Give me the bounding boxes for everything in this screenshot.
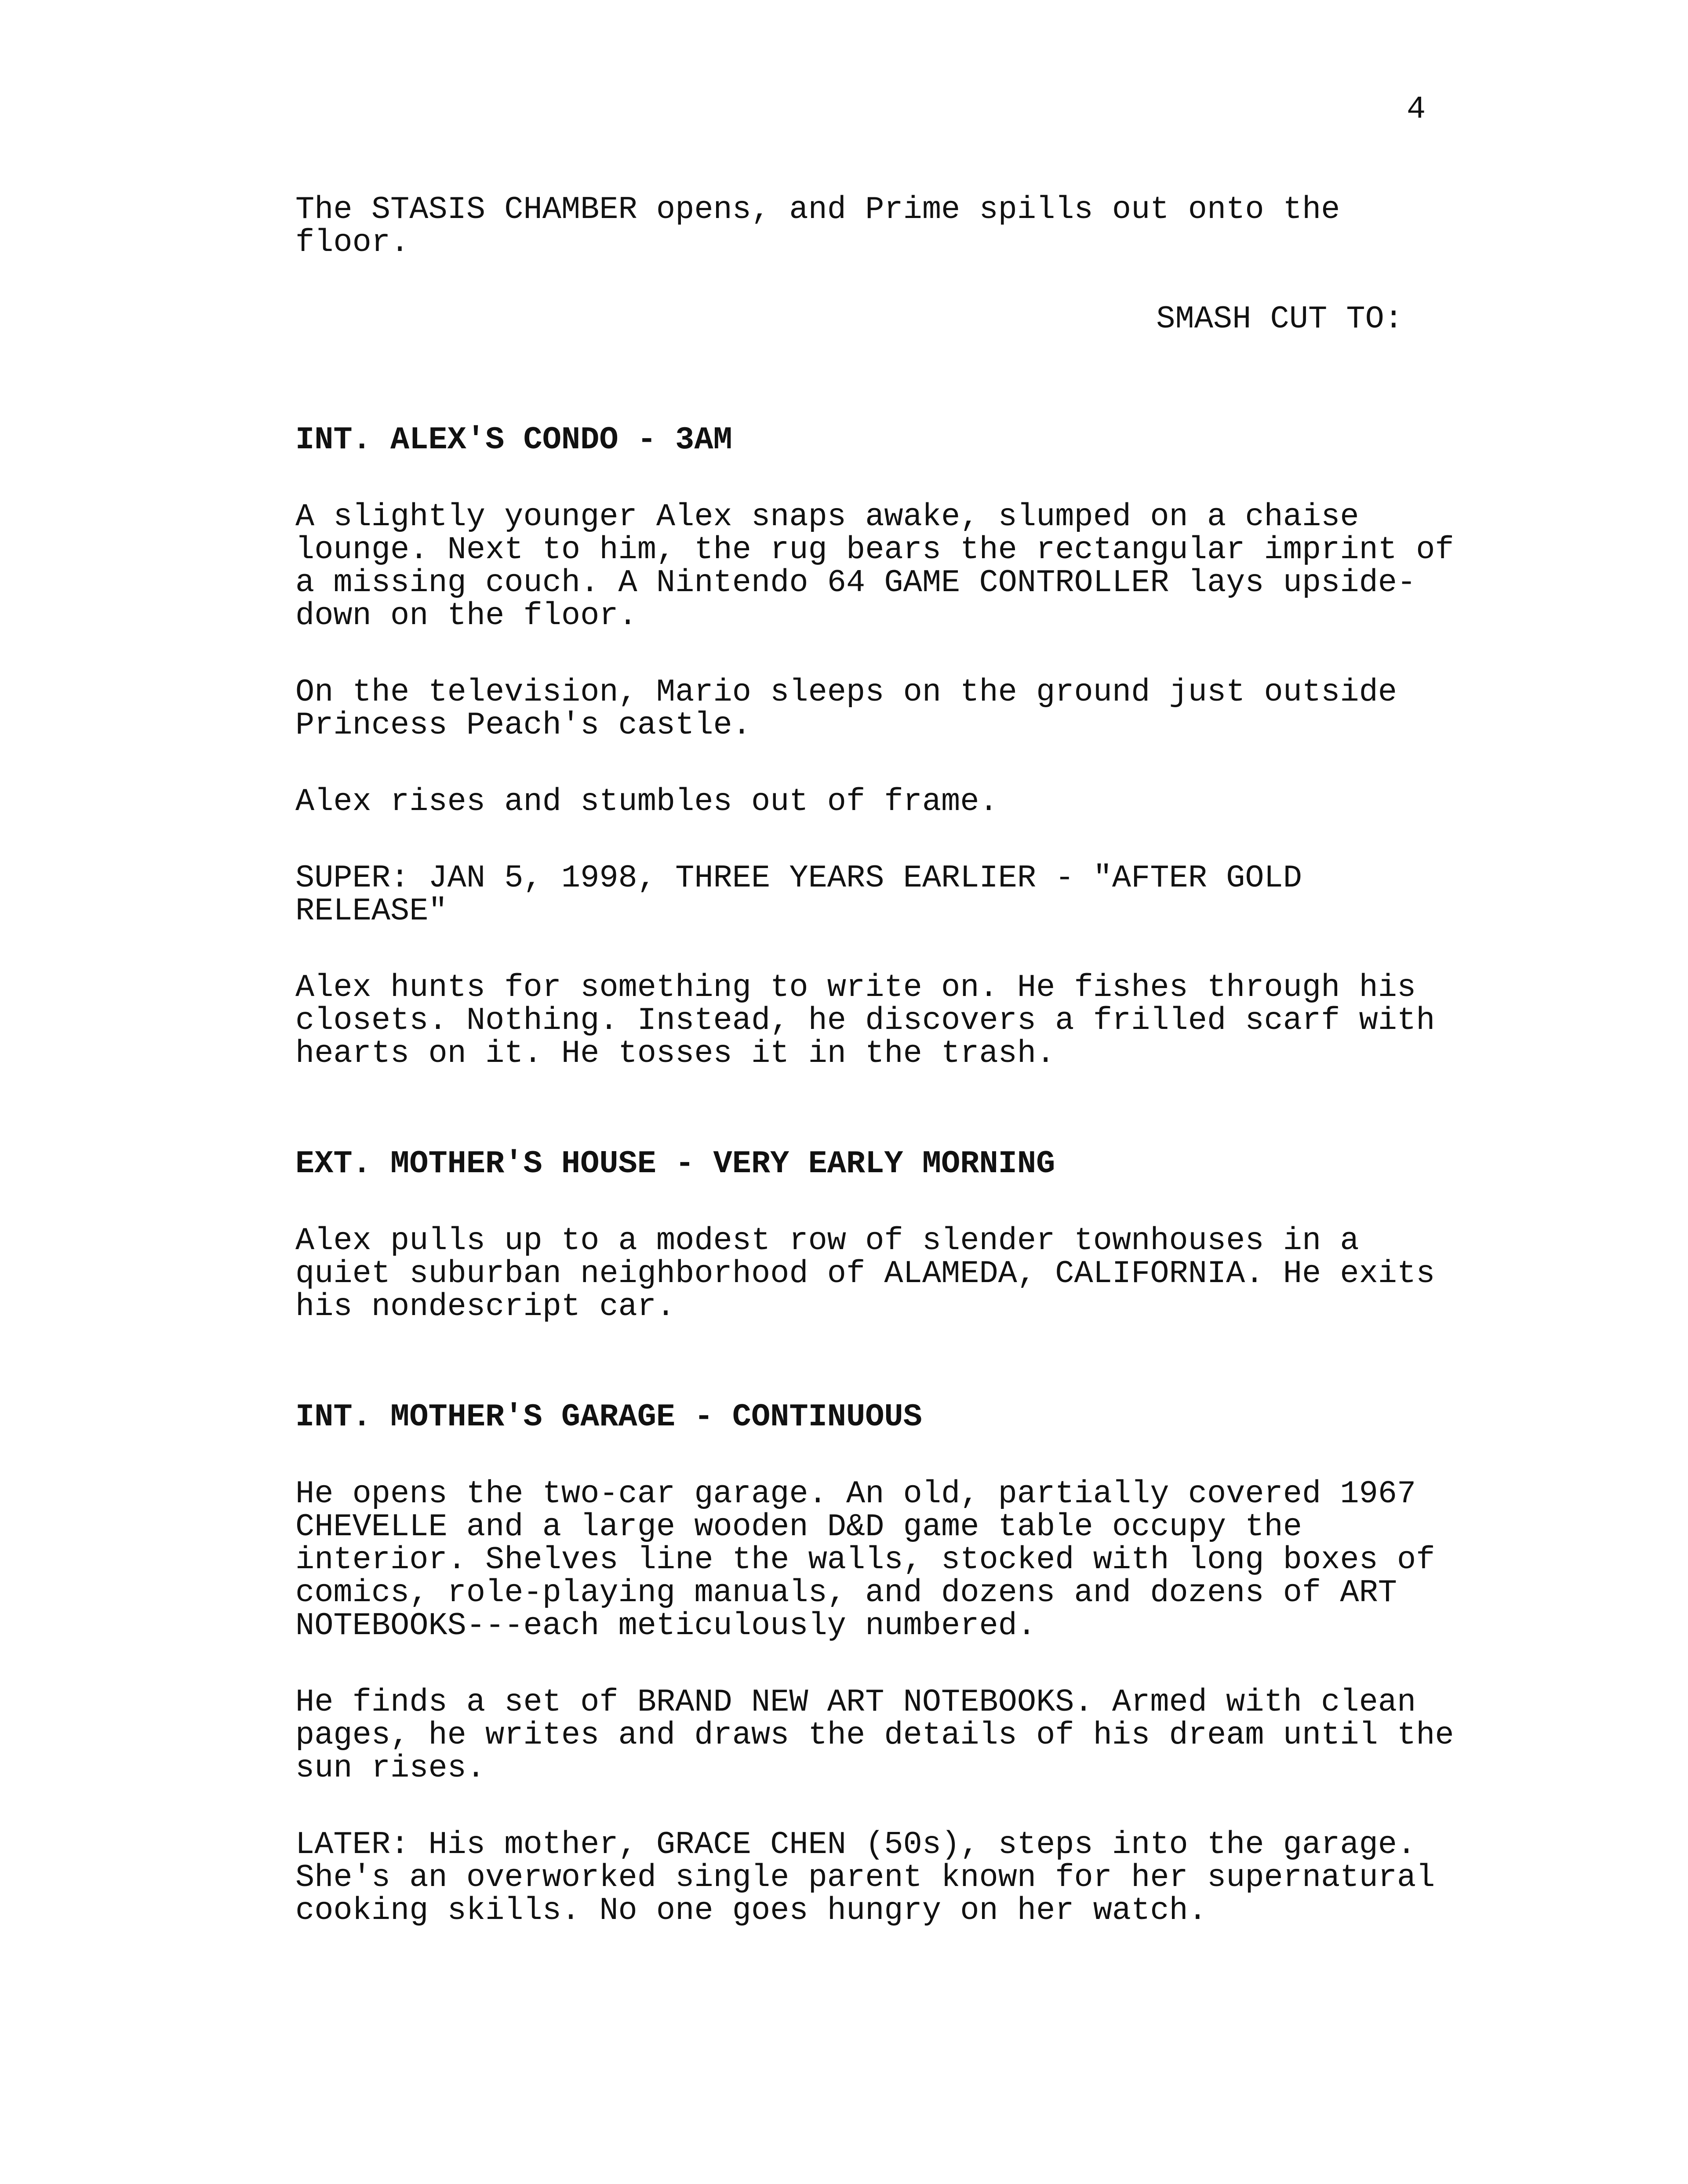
action-paragraph: Alex pulls up to a modest row of slender townhouses in a quiet suburban neighborhood of ALAMEDA, CALIFORNIA. He exits his nondescript car. (295, 1223, 1435, 1325)
scene-heading: EXT. MOTHER'S HOUSE - VERY EARLY MORNING (295, 1146, 1055, 1182)
transition: SMASH CUT TO: (1156, 301, 1403, 337)
action-paragraph: The STASIS CHAMBER opens, and Prime spills out onto the floor. (295, 192, 1340, 261)
action-paragraph: On the television, Mario sleeps on the ground just outside Princess Peach's castle. (295, 674, 1397, 743)
super-text: SUPER: JAN 5, 1998, THREE YEARS EARLIER - "AFTER GOLD RELEASE" (295, 860, 1302, 929)
action-paragraph: He finds a set of BRAND NEW ART NOTEBOOKS. Armed with clean pages, he writes and draws the details of his dream until the sun rises. (295, 1684, 1454, 1786)
action-paragraph: LATER: His mother, GRACE CHEN (50s), steps into the garage. She's an overworked single parent known for her supernatural cooking skills. No one goes hungry on her watch. (295, 1827, 1435, 1929)
scene-heading: INT. ALEX'S CONDO - 3AM (295, 422, 732, 458)
screenplay-body (295, 193, 1509, 1971)
action-paragraph: Alex hunts for something to write on. He fishes through his closets. Nothing. Instead, he discovers a frilled scarf with hearts on it. He tosses it in the trash. (295, 970, 1435, 1072)
action-paragraph: He opens the two-car garage. An old, partially covered 1967 CHEVELLE and a large wooden D&D game table occupy the interior. Shelves line the walls, stocked with long boxes of comics, role-playing manuals, and dozens and dozens of ART NOTEBOOKS---each meticulously numbered. (295, 1476, 1435, 1644)
action-paragraph: Alex rises and stumbles out of frame. (295, 784, 998, 820)
page-number: 4 (1407, 91, 1426, 127)
action-paragraph: A slightly younger Alex snaps awake, slumped on a chaise lounge. Next to him, the rug bears the rectangular imprint of a missing couch. A Nintendo 64 GAME CONTROLLER lays upside- down on the floor. (295, 499, 1454, 634)
scene-heading: INT. MOTHER'S GARAGE - CONTINUOUS (295, 1399, 922, 1435)
